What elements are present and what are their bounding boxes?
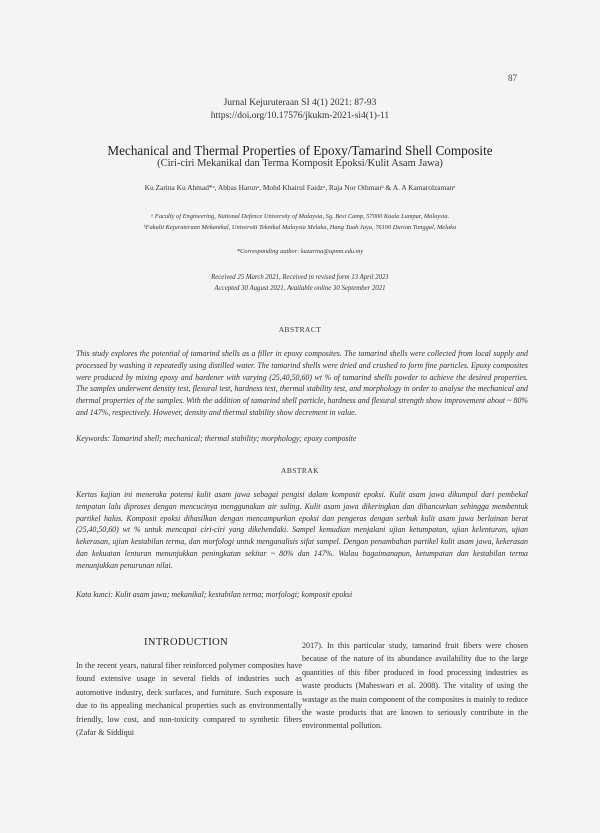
journal-citation: Jurnal Kejuruteraan SI 4(1) 2021: 87-93 [223,98,377,108]
abstrak-heading: ABSTRAK [281,466,319,475]
abstract-body: This study explores the potential of tamarind shells as a filler in epoxy composites. The tamarind shells were collected from local supply and processed by washing it repeatedly using distilled water. The tamarind shells were dried and crushed to form fine particles. Epoxy composites were produced by mixing epoxy and hardener with varying (25,40,50,60) wt % of tamarind shells powder to achieve the desired properties. The samples underwent density test, flexural test, hardness test, thermal stability test, and morphology in order to analyse the mechanical and thermal properties of the samples. With the addition of tamarind shell particle, hardness and flexural strength show improvement about ~ 80% and 147%, respectively. However, density and thermal stability show decrement in value. [76,349,528,417]
introduction-heading: INTRODUCTION [143,637,229,648]
introduction-left-column: In the recent years, natural fiber reinforced polymer composites have found extensive usage in several fields of industries such as automotive industry, deck surfaces, and furniture. Such exposure is due to its appealing mechanical properties such as environmentally friendly, low cost, and non-toxicity compared to synthetic fibers (Zafar & Siddiqui [76,661,302,738]
page-number: 87 [508,73,517,83]
introduction-right-column: 2017). In this particular study, tamarind fruit fibers were chosen because of the nature of its abundance availability due to the large quantities of this fiber produced in food processing industries as waste products (Maheswari et al. 2008). The vitality of using the wastage as the main component of the composites is mainly to reduce the waste products that are known to seriously contribute in the environmental pollution. [302,641,528,731]
corresponding-author: *Corresponding author: kuzarina@upnm.edu.my [236,248,364,255]
journal-info [0,97,600,123]
abstract-heading: ABSTRACT [278,325,322,334]
affiliation-b: ᵇFakulti Kejuruteraan Mekanikal, Universiti Teknikal Malaysia Melaka, Hang Tuah Jaya, 76100 Durian Tunggal, Melaka [143,224,457,231]
author-list: Ku Zarina Ku Ahmad*ᵃ, Abbas Harunᵃ, Mohd Khairul Faidzᵃ, Raja Nor Othmanᵇ & A. A Kamarolzamanᵃ [144,183,456,192]
abstrak-body: Kertas kajian ini meneroka potensi kulit asam jawa sebagai pengisi dalam komposit epoksi. Kulit asam jawa dikumpul dari pembekal tempatan lalu diproses dengan mencucinya menggunakan air suling. Kulit asam jawa dikeringkan dan dihancurkan sehingga membentuk partikel halus. Komposit epoksi dihasilkan dengan mencampurkan epoksi dan pengeras dengan serbuk kulit asam jawa berlainan berat (25,40,50,60) wt % untuk mencapai ciri-ciri yang dikehendaki. Sampel kemudian menjalani ujian ketumpatan, ujian kelenturan, ujian kekerasan, ujian kestabilan terma, dan morfologi untuk menganalisis sifat sampel. Dengan penambahan partikel kulit asam jawa, kekerasan dan kekuatan lenturan menunjukkan peningkatan sekitar ~ 80% dan 147%. Walau bagaimanapun, ketumpatan dan kestabilan terma menunjukkan penurunan nilai. [76,490,528,570]
affiliations [0,211,600,233]
abstract-keywords: Keywords: Tamarind shell; mechanical; thermal stability; morphology; epoxy composite [76,434,357,443]
paper-title: Mechanical and Thermal Properties of Epoxy/Tamarind Shell Composite [107,143,493,158]
dates-accepted: Accepted 30 August 2021, Available online 30 September 2021 [214,285,386,292]
paper-subtitle: (Ciri-ciri Mekanikal dan Terma Komposit Epoksi/Kulit Asam Jawa) [157,158,443,169]
doi-link[interactable]: https://doi.org/10.17576/jkukm-2021-si4(1)-11 [210,111,390,121]
dates-received: Received 25 March 2021, Received in revised form 13 April 2021 [211,274,389,281]
received-dates [0,272,600,294]
affiliation-a: ᵃ Faculty of Engineering, National Defence University of Malaysia, Sg. Besi Camp, 57000 Kuala Lumpur, Malaysia. [150,213,450,220]
abstrak-keywords: Kata kunci: Kulit asam jawa; mekanikal; kestabilan terma; morfologi; komposit epoksi [76,590,353,599]
